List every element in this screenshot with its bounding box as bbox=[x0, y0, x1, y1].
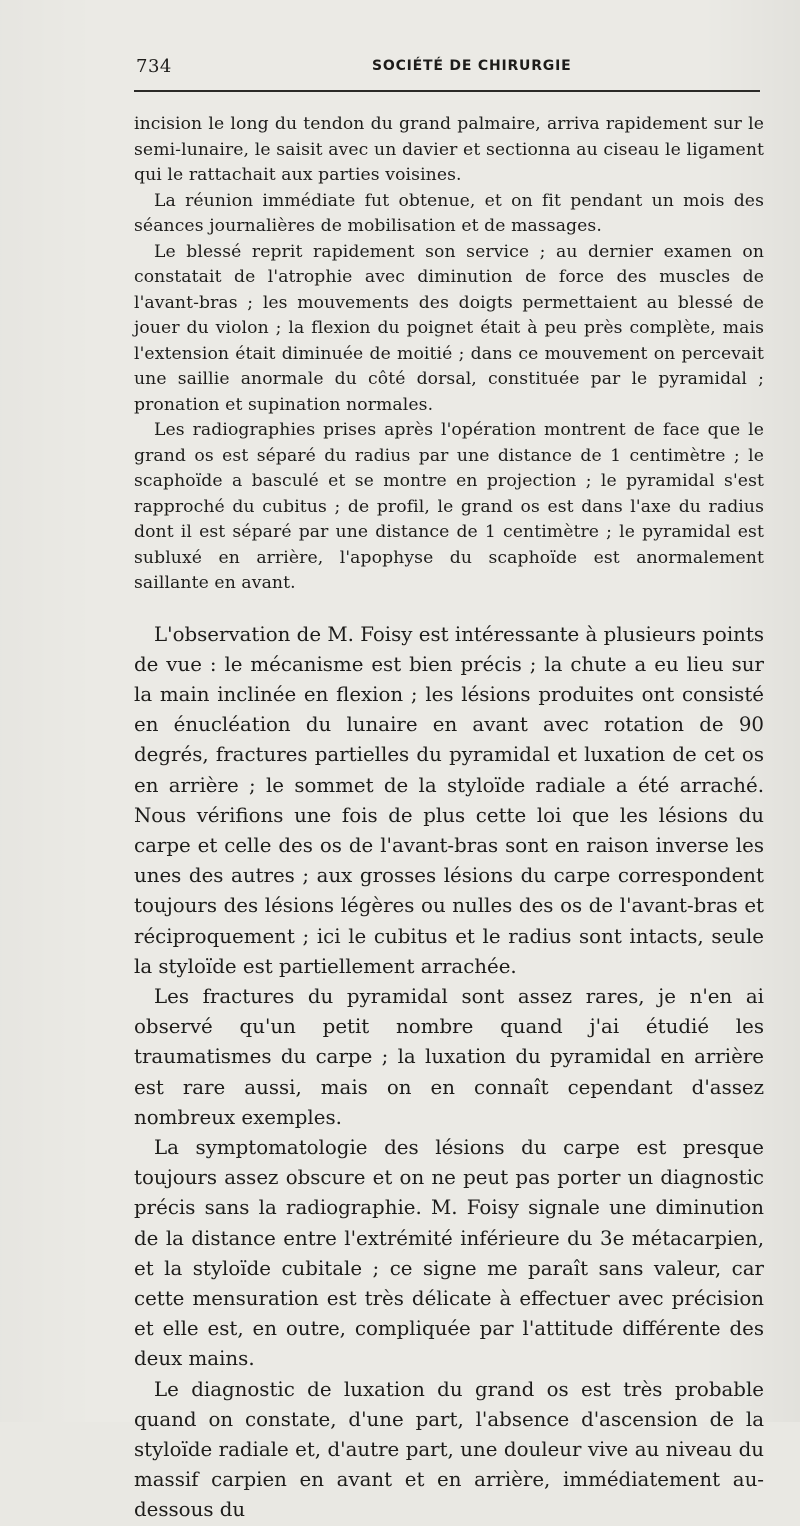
paragraph: incision le long du tendon du grand palmaire, arriva rapidement sur le semi-lunaire, le saisit avec un davier et sectionna au ciseau le ligament qui le rattachait aux parties voisines. bbox=[134, 114, 764, 185]
paragraph: Les radiographies prises après l'opération montrent de face que le grand os est séparé du radius par une distance de 1 centimètre ; le scaphoïde a basculé et se montre en projection ; le pyramidal s'est rapproché du cubitus ; de profil, le grand os est dans l'axe du radius dont il est séparé par une distance de 1 centimètre ; le pyramidal est subluxé en arrière, l'apophyse du scaphoïde est anormalement saillante en avant. bbox=[134, 420, 764, 593]
paragraph: La symptomatologie des lésions du carpe est presque toujours assez obscure et on ne peut pas porter un diagnostic précis sans la radiographie. M. Foisy signale une diminution de la distance entre l'extrémité inférieure du 3e métacarpien, et la styloïde cubitale ; ce signe me paraît sans valeur, car cette mensuration est très délicate à effectuer avec précision et elle est, en outre, compliquée par l'attitude différente des deux mains. bbox=[134, 1135, 764, 1371]
page-header bbox=[136, 56, 760, 80]
paragraph: L'observation de M. Foisy est intéressante à plusieurs points de vue : le mécanisme est bien précis ; la chute a eu lieu sur la main inclinée en flexion ; les lésions produites ont consisté en énucléation du lunaire en avant avec rotation de 90 degrés, fractures partielles du pyramidal et luxation de cet os en arrière ; le sommet de la styloïde radiale a été arraché. Nous vérifions une fois de plus cette loi que les lésions du carpe et celle des os de l'avant-bras sont en raison inverse les unes des autres ; aux grosses lésions du carpe correspondent toujours des lésions légères ou nulles des os de l'avant-bras et réciproquement ; ici le cubitus et le radius sont intacts, seule la styloïde est partiellement arrachée. bbox=[134, 622, 764, 978]
case-report-section bbox=[134, 112, 764, 597]
paragraph: Le diagnostic de luxation du grand os est très probable quand on constate, d'une part, l'absence d'ascension de la styloïde radiale et, d'autre part, une douleur vive au niveau du massif carpien en avant et en arrière, immédiatement au-dessous du bbox=[134, 1377, 764, 1522]
page-number: 734 bbox=[136, 56, 172, 77]
paragraph: Le blessé reprit rapidement son service ; au dernier examen on constatait de l'atrophie avec diminution de force des muscles de l'avant-bras ; les mouvements des doigts permettaient au blessé de jouer du violon ; la flexion du poignet était à peu près complète, mais l'extension était diminuée de moitié ; dans ce mouvement on percevait une saillie anormale du côté dorsal, constituée par le pyramidal ; pronation et supination normales. bbox=[134, 241, 764, 415]
paragraph: Les fractures du pyramidal sont assez rares, je n'en ai observé qu'un petit nombre quand j'ai étudié les traumatismes du carpe ; la luxation du pyramidal en arrière est rare aussi, mais on en connaît cependant d'assez nombreux exemples. bbox=[134, 984, 764, 1129]
header-rule bbox=[134, 90, 760, 92]
commentary-section bbox=[134, 620, 764, 1526]
running-head: SOCIÉTÉ DE CHIRURGIE bbox=[372, 58, 572, 74]
page-body bbox=[134, 112, 764, 1526]
paragraph: La réunion immédiate fut obtenue, et on fit pendant un mois des séances journalières de mobilisation et de massages. bbox=[134, 190, 764, 236]
